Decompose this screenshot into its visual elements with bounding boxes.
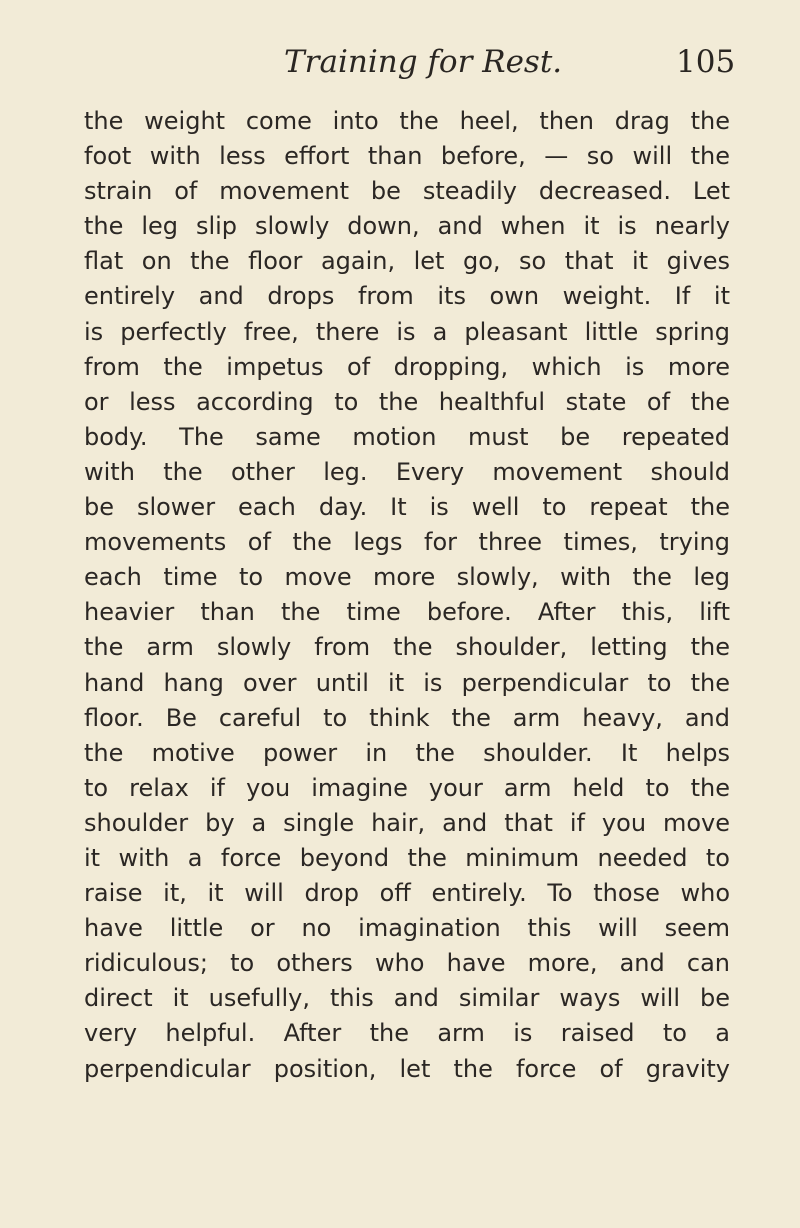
text-line: movements of the legs for three times, trying <box>84 528 730 557</box>
text-line: to relax if you imagine your arm held to the <box>84 773 730 802</box>
page-number: 105 <box>676 44 736 80</box>
text-line: the arm slowly from the shoulder, letting the <box>84 633 730 662</box>
text-line: with the other leg. Every movement should <box>84 457 730 486</box>
body-text <box>84 104 730 1087</box>
text-line: ridiculous; to others who have more, and can <box>84 949 730 978</box>
text-line: heavier than the time before. After this, lift <box>84 598 730 627</box>
text-line: be slower each day. It is well to repeat the <box>84 493 730 522</box>
text-line: floor. Be careful to think the arm heavy, and <box>84 703 730 732</box>
text-line: foot with less effort than before, — so will the <box>84 142 730 171</box>
text-line: body. The same motion must be repeated <box>84 422 730 451</box>
text-line: the weight come into the heel, then drag the <box>84 107 730 135</box>
text-line: direct it usefully, this and similar ways will be <box>84 984 730 1013</box>
running-title: Training for Rest. <box>284 44 563 80</box>
text-line: is perfectly free, there is a pleasant little spring <box>84 317 730 346</box>
text-line: flat on the floor again, let go, so that it gives <box>84 247 730 276</box>
text-line: or less according to the healthful state of the <box>84 387 730 416</box>
text-line: from the impetus of dropping, which is more <box>84 352 730 381</box>
text-line: very helpful. After the arm is raised to a <box>84 1019 730 1048</box>
text-line: perpendicular position, let the force of gravity <box>84 1054 730 1083</box>
text-line: raise it, it will drop off entirely. To those who <box>84 879 730 908</box>
text-line: it with a force beyond the minimum needed to <box>84 843 730 872</box>
text-line: entirely and drops from its own weight. If it <box>84 282 730 311</box>
text-line: hand hang over until it is perpendicular to the <box>84 668 730 697</box>
text-line: shoulder by a single hair, and that if you move <box>84 808 730 837</box>
text-line: each time to move more slowly, with the leg <box>84 563 730 592</box>
text-line: the motive power in the shoulder. It helps <box>84 738 730 767</box>
text-line: the leg slip slowly down, and when it is nearly <box>84 212 730 241</box>
running-head <box>0 44 800 88</box>
text-line: strain of movement be steadily decreased. Let <box>84 177 730 206</box>
text-line: have little or no imagination this will seem <box>84 914 730 943</box>
